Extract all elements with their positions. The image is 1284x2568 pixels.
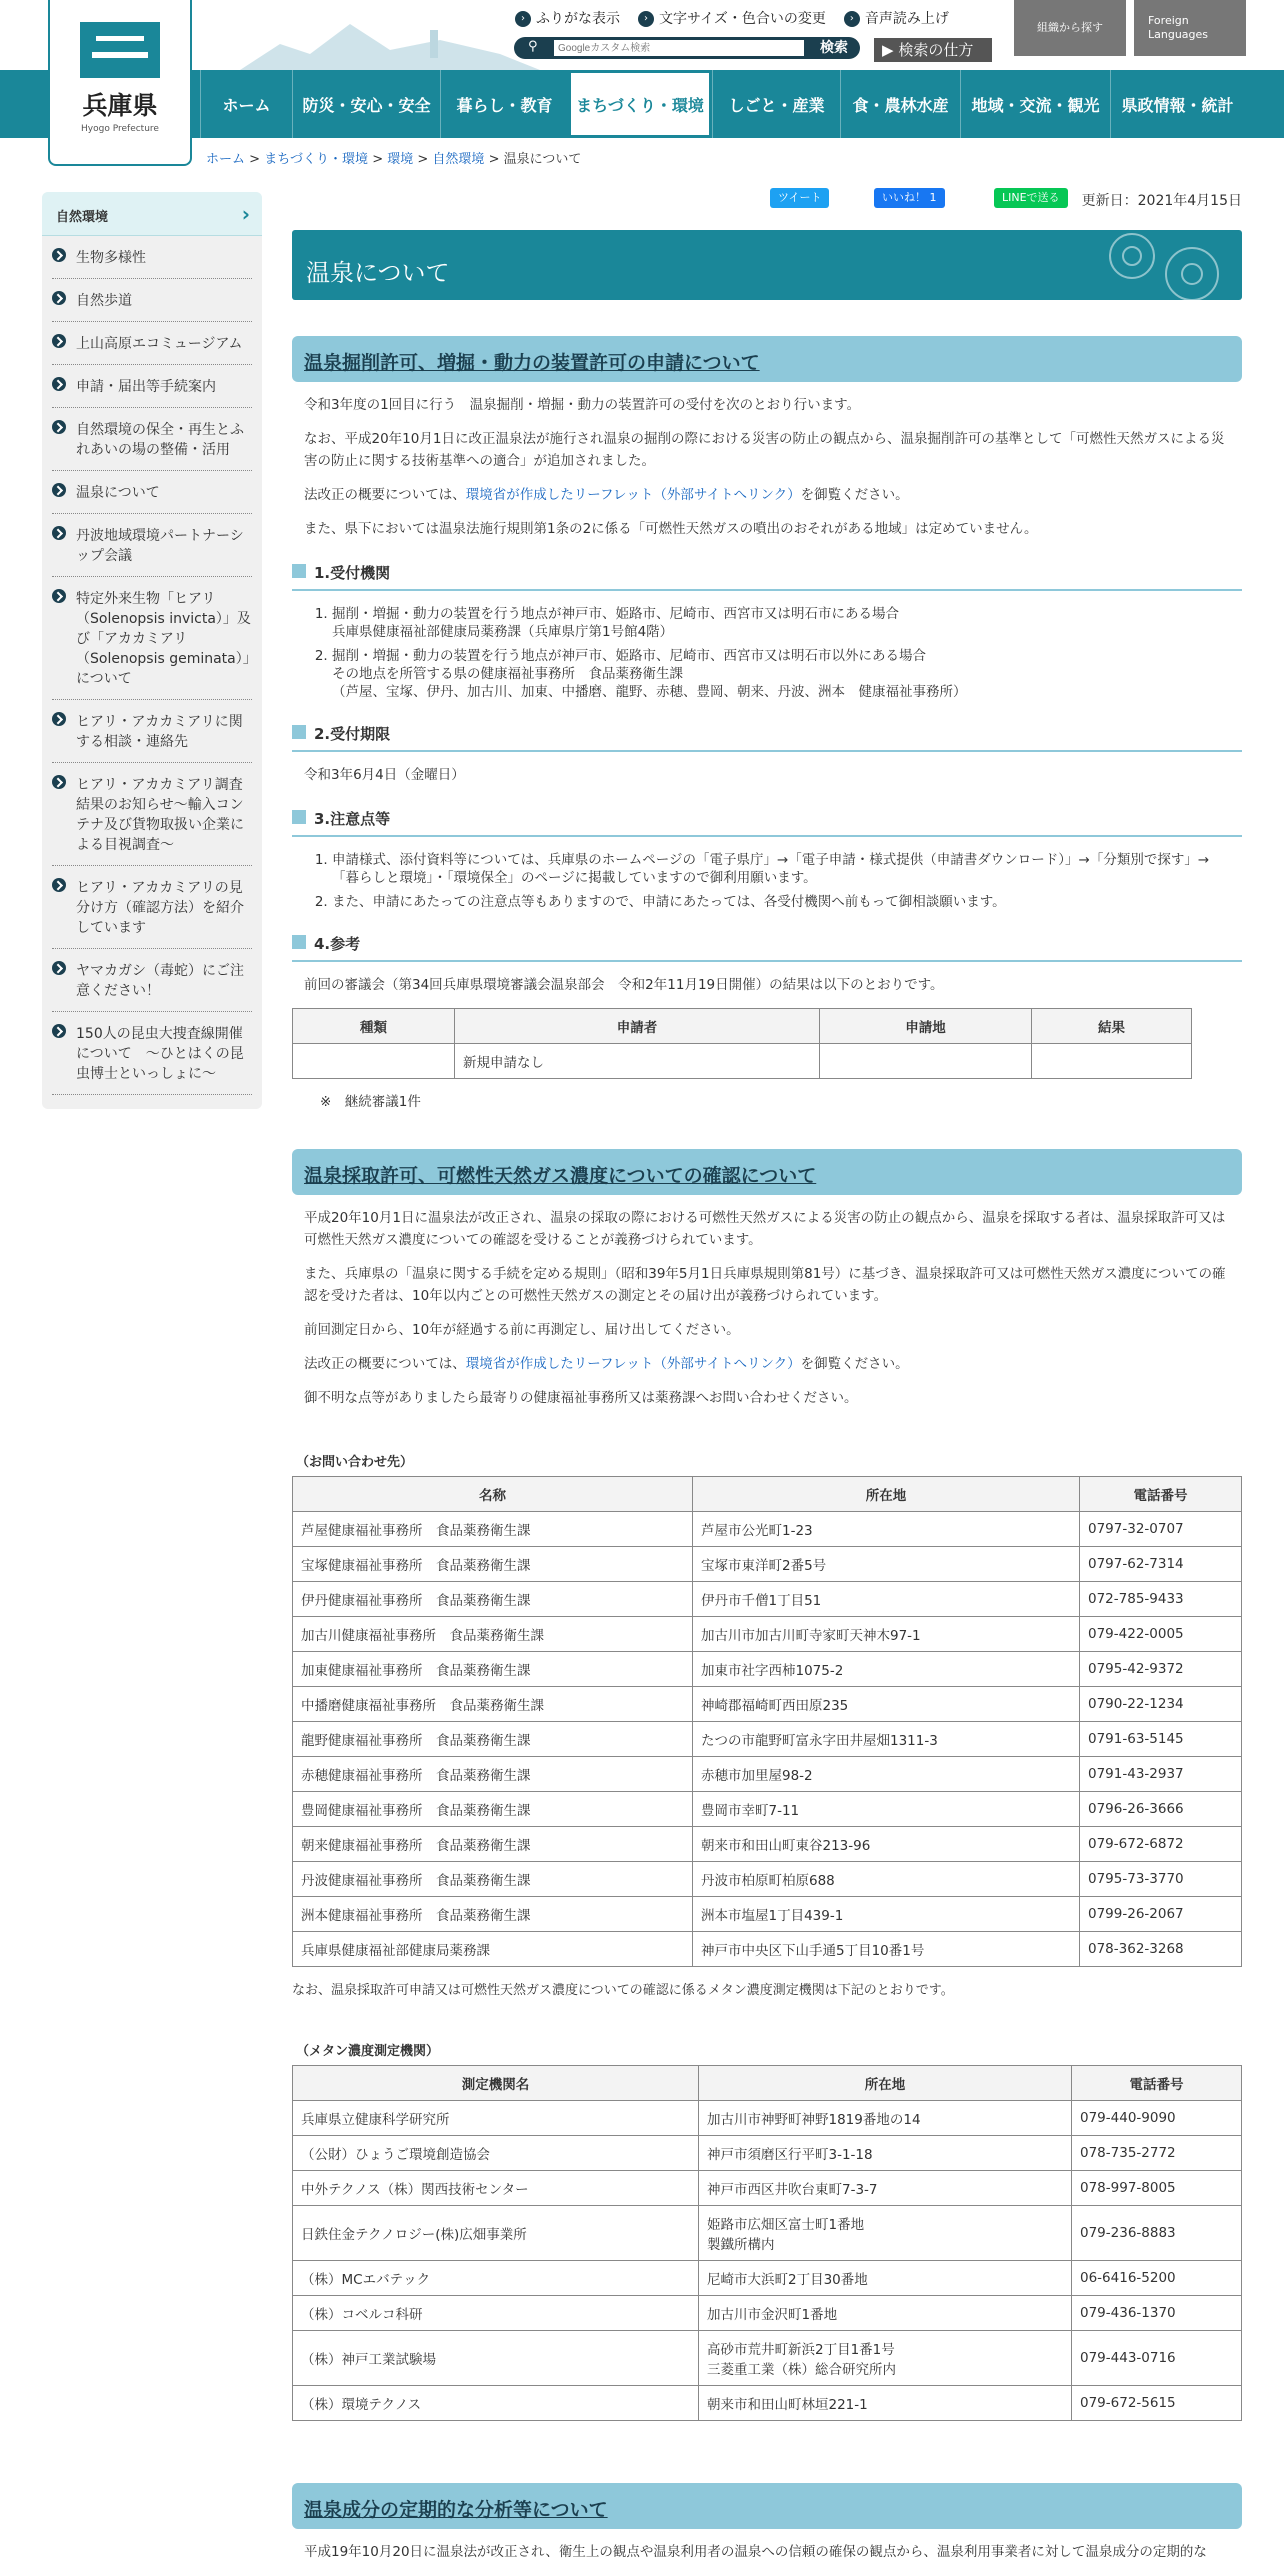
contact-table [292, 1476, 1242, 1967]
table-cell: 伊丹健康福祉事務所 食品薬務衛生課 [293, 1582, 693, 1617]
table-cell: 加東健康福祉事務所 食品薬務衛生課 [293, 1652, 693, 1687]
like-button[interactable]: いいね！ 1 [874, 188, 945, 208]
sidebar-item[interactable] [52, 365, 252, 408]
lab-header-name: 測定機関名 [293, 2066, 699, 2101]
methane-note: なお、温泉採取許可申請又は可燃性天然ガス濃度についての確認に係るメタン濃度測定機関は下記のとおりです。 [292, 1983, 954, 1998]
search-bar [514, 37, 860, 59]
table-cell: （株）MCエバテック [293, 2261, 699, 2296]
contact-header-phone: 電話番号 [1080, 1477, 1242, 1512]
table-cell: 079-436-1370 [1072, 2296, 1242, 2331]
contact-header-address: 所在地 [693, 1477, 1080, 1512]
logo-subtitle: Hyogo Prefecture [81, 124, 159, 134]
table-cell: 0797-32-0707 [1080, 1512, 1242, 1547]
table-row [293, 2136, 1242, 2171]
org-search-button[interactable]: 組織から探す [1014, 0, 1126, 56]
table-cell: （公財）ひょうご環境創造協会 [293, 2136, 699, 2171]
chevron-right-icon [52, 291, 66, 305]
analysis-p1: 平成19年10月20日に温泉法が改正され、衛生上の観点や温泉利用者の温泉への信頼の確保の観点から、温泉利用事業者に対して温泉成分の定期的な [304, 2544, 1207, 2560]
section-analysis-heading: 温泉成分の定期的な分析等について [292, 2483, 1242, 2529]
sidebar-title[interactable] [42, 192, 262, 236]
chevron-right-icon [52, 248, 66, 262]
contact-header-name: 名称 [293, 1477, 693, 1512]
ref-header-result: 結果 [1032, 1009, 1192, 1044]
reference-text: 前回の審議会（第34回兵庫県環境審議会温泉部会 令和2年11月19日開催）の結果は以下のとおりです。 [304, 977, 944, 993]
table-cell: 中播磨健康福祉事務所 食品薬務衛生課 [293, 1687, 693, 1722]
leaflet-pre: 法改正の概要については、 [304, 487, 466, 503]
tweet-button[interactable]: ツイート [770, 188, 829, 208]
table-cell [820, 1044, 1032, 1079]
contact-caption: （お問い合わせ先） [296, 1455, 414, 1470]
sidebar-item[interactable] [52, 408, 252, 471]
sidebar-item[interactable] [52, 1012, 252, 1095]
table-cell: 朝来市和田山町東谷213-96 [693, 1827, 1080, 1862]
table-cell: 0795-42-9372 [1080, 1652, 1242, 1687]
collection-p1: 平成20年10月1日に温泉法が改正され、温泉の採取の際における可燃性天然ガスによる災害の防止の観点から、温泉を採取する者は、温泉採取許可又は可燃性天然ガス濃度についての確認を受けることが義務づけられています。 [304, 1210, 1226, 1248]
table-cell: 中外テクノス（株）関西技術センター [293, 2171, 699, 2206]
collection-p5: 御不明な点等がありましたら最寄りの健康福祉事務所又は薬務課へお問い合わせください。 [304, 1390, 858, 1406]
table-cell: 豊岡健康福祉事務所 食品薬務衛生課 [293, 1792, 693, 1827]
nav-work[interactable]: しごと・産業 [712, 70, 840, 138]
table-cell: 0795-73-3770 [1080, 1862, 1242, 1897]
table-cell: 0799-26-2067 [1080, 1897, 1242, 1932]
table-row [293, 1547, 1242, 1582]
table-cell: 079-443-0716 [1072, 2331, 1242, 2386]
skyline-illustration [240, 14, 540, 70]
table-cell: （株）神戸工業試験場 [293, 2331, 699, 2386]
text-size-link[interactable] [638, 8, 826, 32]
table-cell: 079-672-5615 [1072, 2386, 1242, 2421]
sidebar-item-label: 丹波地域環境パートナーシップ会議 [76, 528, 244, 564]
table-cell: 洲本市塩屋1丁目439-1 [693, 1897, 1080, 1932]
nav-home[interactable]: ホーム [200, 70, 292, 138]
leaflet-link-2[interactable]: 環境省が作成したリーフレット（外部サイトへリンク） [465, 1356, 801, 1372]
table-row [293, 1757, 1242, 1792]
table-cell: 赤穂健康福祉事務所 食品薬務衛生課 [293, 1757, 693, 1792]
table-cell: 神崎郡福崎町西田原235 [693, 1687, 1080, 1722]
read-aloud-link[interactable] [844, 8, 949, 32]
table-cell: （株）環境テクノス [293, 2386, 699, 2421]
sidebar-item-label: ヒアリ・アカカミアリの見分け方（確認方法）を紹介しています [76, 880, 244, 936]
flower-decoration-icon [1092, 230, 1232, 300]
table-cell: 0796-26-3666 [1080, 1792, 1242, 1827]
table-cell [293, 1044, 455, 1079]
chevron-right-icon [52, 589, 66, 603]
sidebar-item[interactable] [52, 577, 252, 700]
nav-town-environment[interactable]: まちづくり・環境 [568, 70, 712, 138]
chevron-right-icon [52, 775, 66, 789]
table-cell: 0790-22-1234 [1080, 1687, 1242, 1722]
notes-list [332, 851, 1230, 911]
reference-table [292, 1008, 1192, 1079]
table-cell: 丹波市柏原町柏原688 [693, 1862, 1080, 1897]
table-cell: 龍野健康福祉事務所 食品薬務衛生課 [293, 1722, 693, 1757]
table-cell: 高砂市荒井町新浜2丁目1番1号 三菱重工業（株）総合研究所内 [699, 2331, 1072, 2386]
sidebar-item-label: 温泉について [76, 485, 160, 501]
sidebar-item-label: 申請・届出等手続案内 [76, 379, 216, 395]
list-item: 1. 申請様式、添付資料等については、兵庫県のホームページの「電子県庁」→「電子申請・様式提供（申請書ダウンロード）」→「分類別で探す」→「暮らしと環境」・「環境保全」のページに掲載していますので御利用願います。 [332, 851, 1230, 887]
table-cell: 丹波健康福祉事務所 食品薬務衛生課 [293, 1862, 693, 1897]
chevron-right-icon [52, 878, 66, 892]
site-logo[interactable] [48, 0, 192, 166]
lab-header-phone: 電話番号 [1072, 2066, 1242, 2101]
table-cell: 赤穂市加里屋98-2 [693, 1757, 1080, 1792]
table-cell: 尼崎市大浜町2丁目30番地 [699, 2261, 1072, 2296]
sidebar-item-label: ヒアリ・アカカミアリに関する相談・連絡先 [76, 714, 243, 750]
search-help-label: 検索の仕方 [898, 41, 974, 59]
drilling-intro: 令和3年度の1回目に行う 温泉掘削・増掘・動力の装置許可の受付を次のとおり行います。 [304, 397, 861, 413]
sidebar-item-label: ヒアリ・アカカミアリ調査結果のお知らせ～輸入コンテナ及び貨物取扱い企業による目視調査～ [76, 777, 244, 853]
table-cell: 兵庫県健康福祉部健康局薬務課 [293, 1932, 693, 1967]
nav-prefgov[interactable]: 県政情報・統計 [1110, 70, 1244, 138]
drilling-law-note: なお、平成20年10月1日に改正温泉法が施行され温泉の掘削の際における災害の防止の観点から、温泉掘削許可の基準として「可燃性天然ガスによる災害の防止に関する技術基準への適合」が追加されました。 [304, 431, 1225, 469]
table-cell: 芦屋健康福祉事務所 食品薬務衛生課 [293, 1512, 693, 1547]
table-row [293, 1932, 1242, 1967]
table-row [293, 1044, 1192, 1079]
table-cell: 079-422-0005 [1080, 1617, 1242, 1652]
search-button[interactable]: 検索 [820, 40, 848, 56]
table-cell: 姫路市広畑区富士町1番地 製鐵所構内 [699, 2206, 1072, 2261]
sidebar-list [42, 236, 262, 1095]
table-row [293, 1617, 1242, 1652]
table-row [293, 2331, 1242, 2386]
table-cell: 兵庫県立健康科学研究所 [293, 2101, 699, 2136]
table-cell: 078-735-2772 [1072, 2136, 1242, 2171]
table-cell: 神戸市中央区下山手通5丁目10番1号 [693, 1932, 1080, 1967]
table-cell: 079-236-8883 [1072, 2206, 1242, 2261]
notes-heading: 3.注意点等 [292, 808, 1242, 837]
lab-header-address: 所在地 [699, 2066, 1072, 2101]
page-title [292, 230, 1242, 300]
table-cell: 加古川市神野町神野1819番地の14 [699, 2101, 1072, 2136]
table-cell: たつの市龍野町富永字田井屋畑1311-3 [693, 1722, 1080, 1757]
table-row [293, 2296, 1242, 2331]
table-cell: 新規申請なし [455, 1044, 820, 1079]
table-cell: 朝来市和田山町林垣221-1 [699, 2386, 1072, 2421]
table-cell: 0797-62-7314 [1080, 1547, 1242, 1582]
table-cell: 加古川市金沢町1番地 [699, 2296, 1072, 2331]
table-row [293, 1652, 1242, 1687]
deadline-text: 令和3年6月4日（金曜日） [304, 767, 465, 783]
sidebar-item-label: 生物多様性 [76, 250, 146, 266]
deadline-heading: 2.受付期限 [292, 723, 1242, 752]
list-item: 2. また、申請にあたっての注意点等もありますので、申請にあたっては、各受付機関へ前もって御相談願います。 [332, 893, 1230, 911]
search-input[interactable] [554, 40, 804, 56]
table-cell: 06-6416-5200 [1072, 2261, 1242, 2296]
ref-header-type: 種類 [293, 1009, 455, 1044]
table-cell: 0791-43-2937 [1080, 1757, 1242, 1792]
sidebar-item-label: 自然歩道 [76, 293, 132, 309]
table-cell: 079-440-9090 [1072, 2101, 1242, 2136]
table-cell: 0791-63-5145 [1080, 1722, 1242, 1757]
table-cell: 宝塚市東洋町2番5号 [693, 1547, 1080, 1582]
table-cell: 078-362-3268 [1080, 1932, 1242, 1967]
table-row [293, 2386, 1242, 2421]
utility-links [515, 8, 949, 32]
reception-heading: 1.受付機関 [292, 562, 1242, 591]
sidebar-item[interactable] [52, 700, 252, 763]
table-cell [1032, 1044, 1192, 1079]
sidebar-item-label: 150人の昆虫大捜査線開催について ～ひとはくの昆虫博士といっしょに～ [76, 1026, 244, 1082]
table-row [293, 1512, 1242, 1547]
nav-food[interactable]: 食・農林水産 [840, 70, 960, 138]
furigana-label: ふりがな表示 [536, 11, 620, 27]
nav-disaster[interactable]: 防災・安心・安全 [292, 70, 440, 138]
section-drilling-heading: 温泉掘削許可、増掘・動力の装置許可の申請について [292, 336, 1242, 382]
list-item: 1. 掘削・増掘・動力の装置を行う地点が神戸市、姫路市、尼崎市、西宮市又は明石市にある場合 兵庫県健康福祉部健康局薬務課（兵庫県庁第1号館4階） [332, 605, 1230, 641]
chevron-right-icon [52, 377, 66, 391]
chevron-right-icon: › [515, 11, 531, 27]
table-row [293, 2206, 1242, 2261]
nav-life[interactable]: 暮らし・教育 [440, 70, 568, 138]
table-cell: 洲本健康福祉事務所 食品薬務衛生課 [293, 1897, 693, 1932]
sidebar-item[interactable] [52, 322, 252, 365]
reception-list [332, 605, 1230, 701]
table-cell: 078-997-8005 [1072, 2171, 1242, 2206]
sidebar-title-label: 自然環境 [56, 210, 109, 225]
foreign-languages-button[interactable]: Foreign Languages [1134, 0, 1246, 56]
breadcrumb-home[interactable]: ホーム [206, 152, 246, 167]
sidebar-item-label: ヤマカガシ（毒蛇）にご注意ください！ [76, 963, 244, 999]
chevron-right-icon [52, 526, 66, 540]
table-row [293, 1862, 1242, 1897]
updated-date: 更新日：2021年4月15日 [1081, 193, 1242, 209]
reference-note: ※ 継続審議1件 [320, 1094, 421, 1110]
table-cell: 加古川健康福祉事務所 食品薬務衛生課 [293, 1617, 693, 1652]
share-bar [292, 184, 1242, 214]
breadcrumb-town[interactable]: まちづくり・環境 [264, 152, 369, 167]
furigana-link[interactable] [515, 8, 620, 32]
collection-p3: 前回測定日から、10年が経過する前に再測定し、届け出してください。 [304, 1322, 740, 1338]
table-cell: 079-672-6872 [1080, 1827, 1242, 1862]
leaflet-post: を御覧ください。 [800, 487, 909, 503]
table-cell: 豊岡市幸町7-11 [693, 1792, 1080, 1827]
breadcrumb: ホーム > まちづくり・環境 > 環境 > 自然環境 > 温泉について [206, 152, 582, 167]
chevron-right-icon: › [844, 11, 860, 27]
chevron-right-icon: › [638, 11, 654, 27]
table-cell: 宝塚健康福祉事務所 食品薬務衛生課 [293, 1547, 693, 1582]
table-cell: 加東市社字西柿1075-2 [693, 1652, 1080, 1687]
sidebar-item-label: 自然環境の保全・再生とふれあいの場の整備・活用 [76, 422, 244, 458]
table-row [293, 1792, 1242, 1827]
search-help-button[interactable]: ▶ 検索の仕方 [874, 38, 992, 62]
chevron-right-icon [52, 334, 66, 348]
sidebar-item-label: 特定外来生物「ヒアリ（Solenopsis invicta）」及び「アカカミアリ（Solenopsis geminata）」について [76, 591, 251, 687]
table-row [293, 1897, 1242, 1932]
sidebar-item[interactable] [52, 866, 252, 949]
page-title-text: 温泉について [306, 259, 450, 287]
sidebar [42, 192, 262, 1109]
table-cell: 伊丹市千僧1丁目51 [693, 1582, 1080, 1617]
table-row [293, 1687, 1242, 1722]
reference-heading: 4.参考 [292, 933, 1242, 962]
sidebar-item-label: 上山高原エコミュージアム [76, 336, 243, 352]
collection-leaflet-text [304, 1353, 1230, 1375]
lab-table [292, 2065, 1242, 2421]
sidebar-item[interactable] [52, 471, 252, 514]
table-row [293, 2101, 1242, 2136]
table-cell: 072-785-9433 [1080, 1582, 1242, 1617]
table-cell: 神戸市須磨区行平町3-1-18 [699, 2136, 1072, 2171]
drilling-gas-area-note: また、県下においては温泉法施行規則第1条の2に係る「可燃性天然ガスの噴出のおそれがある地域」は定めていません。 [304, 521, 1038, 537]
ref-header-applicant: 申請者 [455, 1009, 820, 1044]
nav-region[interactable]: 地域・交流・観光 [960, 70, 1110, 138]
main-content [292, 184, 1242, 2568]
global-nav [0, 70, 1284, 138]
chevron-right-icon [52, 961, 66, 975]
sidebar-item[interactable] [52, 236, 252, 279]
breadcrumb-current: 温泉について [503, 152, 582, 167]
chevron-right-icon [52, 483, 66, 497]
hyogo-emblem-icon [80, 22, 160, 78]
table-cell: 日鉄住金テクノロジー(株)広畑事業所 [293, 2206, 699, 2261]
ref-header-site: 申請地 [820, 1009, 1032, 1044]
table-row [293, 1722, 1242, 1757]
line-button[interactable]: LINEで送る [994, 188, 1068, 208]
sidebar-item[interactable] [52, 279, 252, 322]
table-cell: 神戸市西区井吹台東町7-3-7 [699, 2171, 1072, 2206]
search-icon: ⚲ [528, 39, 538, 54]
text-size-label: 文字サイズ・色合いの変更 [659, 11, 826, 27]
leaflet-pre: 法改正の概要については、 [304, 1356, 466, 1372]
collection-p2: また、兵庫県の「温泉に関する手続を定める規則」（昭和39年5月1日兵庫県規則第81号）に基づき、温泉採取許可又は可燃性天然ガス濃度についての確認を受けた者は、10年以内ごとの可燃性天然ガスの測定とその届け出が義務づけられています。 [304, 1266, 1226, 1304]
breadcrumb-nature[interactable]: 自然環境 [432, 152, 485, 167]
chevron-right-icon: › [241, 202, 250, 226]
table-cell: 朝来健康福祉事務所 食品薬務衛生課 [293, 1827, 693, 1862]
table-cell: 芦屋市公光町1-23 [693, 1512, 1080, 1547]
table-row [293, 1582, 1242, 1617]
section-collection-heading: 温泉採取許可、可燃性天然ガス濃度についての確認について [292, 1149, 1242, 1195]
chevron-right-icon [52, 420, 66, 434]
table-row [293, 1827, 1242, 1862]
sidebar-item[interactable] [52, 514, 252, 577]
chevron-right-icon [52, 1024, 66, 1038]
read-aloud-label: 音声読み上げ [864, 11, 949, 27]
lab-caption: （メタン濃度測定機関） [296, 2044, 440, 2059]
table-cell: 加古川市加古川町寺家町天神木97-1 [693, 1617, 1080, 1652]
breadcrumb-environment[interactable]: 環境 [387, 152, 414, 167]
sidebar-item[interactable] [52, 763, 252, 866]
drilling-leaflet-text [304, 484, 1230, 506]
logo-title: 兵庫県 [82, 91, 158, 120]
sidebar-item[interactable] [52, 949, 252, 1012]
table-row [293, 2171, 1242, 2206]
table-row [293, 2261, 1242, 2296]
table-cell: （株）コベルコ科研 [293, 2296, 699, 2331]
leaflet-link[interactable]: 環境省が作成したリーフレット（外部サイトへリンク） [465, 487, 801, 503]
list-item: 2. 掘削・増掘・動力の装置を行う地点が神戸市、姫路市、尼崎市、西宮市又は明石市以外にある場合 その地点を所管する県の健康福祉事務所 食品薬務衛生課 （芦屋、宝塚、伊丹、加古川、加東、中播磨、龍野、赤穂、豊岡、朝来、丹波、洲本 健康福祉事務所） [332, 647, 1230, 701]
chevron-right-icon [52, 712, 66, 726]
leaflet-post: を御覧ください。 [800, 1356, 909, 1372]
